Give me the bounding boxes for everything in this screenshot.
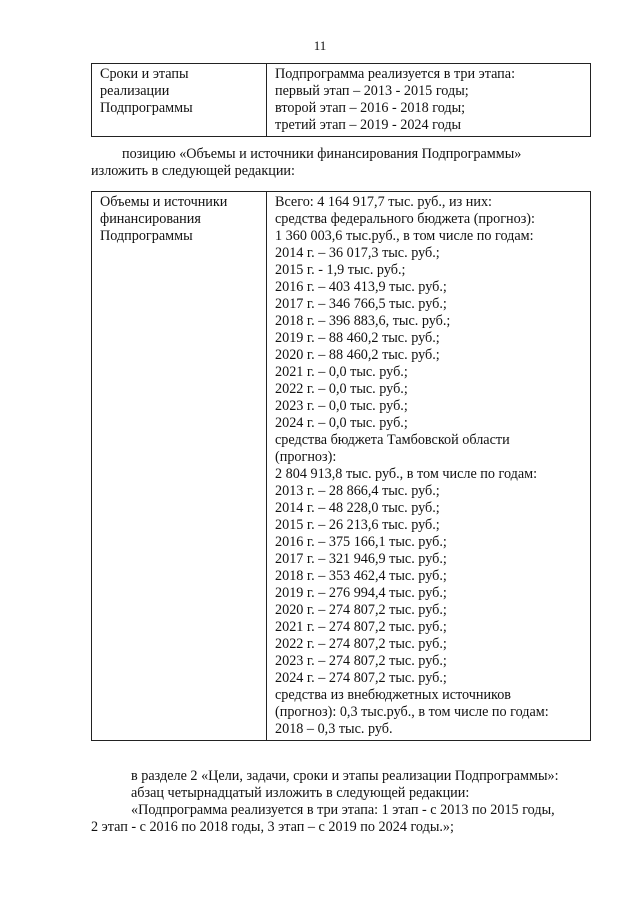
- funding-value-line: средства бюджета Тамбовской области: [275, 432, 510, 448]
- terms-label-line: Подпрограммы: [100, 100, 193, 116]
- funding-label-cell: [92, 192, 267, 741]
- section-line-3: «Подпрограмма реализуется в три этапа: 1 этап - с 2013 по 2015 годы,: [131, 802, 555, 818]
- funding-value-line: 2024 г. – 0,0 тыс. руб.;: [275, 415, 408, 431]
- funding-value-line: 2019 г. – 276 994,4 тыс. руб.;: [275, 585, 447, 601]
- funding-value-line: 2018 г. – 353 462,4 тыс. руб.;: [275, 568, 447, 584]
- funding-value-line: 2018 – 0,3 тыс. руб.: [275, 721, 393, 737]
- funding-value-line: 2022 г. – 274 807,2 тыс. руб.;: [275, 636, 447, 652]
- section-line-4: 2 этап - с 2016 по 2018 годы, 3 этап – с 2019 по 2024 годы.»;: [91, 819, 454, 835]
- terms-table: [91, 63, 591, 137]
- funding-label-line: Объемы и источники: [100, 194, 228, 210]
- funding-value-line: 2022 г. – 0,0 тыс. руб.;: [275, 381, 408, 397]
- funding-value-line: 2013 г. – 28 866,4 тыс. руб.;: [275, 483, 440, 499]
- intro-line-2: изложить в следующей редакции:: [91, 163, 295, 179]
- funding-value-line: (прогноз):: [275, 449, 337, 465]
- funding-value-line: 2020 г. – 88 460,2 тыс. руб.;: [275, 347, 440, 363]
- funding-value-line: средства из внебюджетных источников: [275, 687, 512, 703]
- funding-value-line: 2021 г. – 0,0 тыс. руб.;: [275, 364, 408, 380]
- funding-table: [91, 191, 591, 741]
- terms-value-line: третий этап – 2019 - 2024 годы: [275, 117, 462, 133]
- funding-value-line: 2017 г. – 321 946,9 тыс. руб.;: [275, 551, 447, 567]
- funding-value-line: 2023 г. – 274 807,2 тыс. руб.;: [275, 653, 447, 669]
- funding-value-line: (прогноз): 0,3 тыс.руб., в том числе по годам:: [275, 704, 549, 720]
- funding-value-line: 2015 г. – 26 213,6 тыс. руб.;: [275, 517, 440, 533]
- funding-value-line: 2014 г. – 36 017,3 тыс. руб.;: [275, 245, 440, 261]
- terms-value-line: первый этап – 2013 - 2015 годы;: [275, 83, 469, 99]
- funding-label-line: финансирования: [100, 211, 201, 227]
- page-number: 11: [313, 38, 327, 53]
- funding-value-line: 2018 г. – 396 883,6, тыс. руб.;: [275, 313, 451, 329]
- section-line-2: абзац четырнадцатый изложить в следующей редакции:: [131, 785, 470, 801]
- terms-label-line: реализации: [100, 83, 170, 99]
- terms-value-line: Подпрограмма реализуется в три этапа:: [275, 66, 516, 82]
- funding-value-cell: [267, 192, 591, 741]
- funding-value-line: 2017 г. – 346 766,5 тыс. руб.;: [275, 296, 447, 312]
- funding-value-line: 2015 г. - 1,9 тыс. руб.;: [275, 262, 406, 278]
- funding-value-line: 2016 г. – 403 413,9 тыс. руб.;: [275, 279, 447, 295]
- funding-value-line: средства федерального бюджета (прогноз):: [275, 211, 535, 227]
- funding-value-line: 2016 г. – 375 166,1 тыс. руб.;: [275, 534, 447, 550]
- funding-value-line: 2024 г. – 274 807,2 тыс. руб.;: [275, 670, 447, 686]
- terms-label-cell: [92, 64, 267, 137]
- funding-value-line: 2019 г. – 88 460,2 тыс. руб.;: [275, 330, 440, 346]
- funding-value-line: 2020 г. – 274 807,2 тыс. руб.;: [275, 602, 447, 618]
- funding-value-line: 2 804 913,8 тыс. руб., в том числе по годам:: [275, 466, 538, 482]
- funding-value-line: Всего: 4 164 917,7 тыс. руб., из них:: [275, 194, 492, 210]
- funding-label-line: Подпрограммы: [100, 228, 193, 244]
- funding-value-line: 2014 г. – 48 228,0 тыс. руб.;: [275, 500, 440, 516]
- funding-value-line: 2023 г. – 0,0 тыс. руб.;: [275, 398, 408, 414]
- funding-value-line: 2021 г. – 274 807,2 тыс. руб.;: [275, 619, 447, 635]
- intro-line-1: позицию «Объемы и источники финансирования Подпрограммы»: [122, 146, 522, 162]
- terms-value-line: второй этап – 2016 - 2018 годы;: [275, 100, 466, 116]
- terms-value-cell: [267, 64, 591, 137]
- terms-label-line: Сроки и этапы: [100, 66, 189, 82]
- section-line-1: в разделе 2 «Цели, задачи, сроки и этапы реализации Подпрограммы»:: [131, 768, 559, 784]
- funding-value-line: 1 360 003,6 тыс.руб., в том числе по годам:: [275, 228, 534, 244]
